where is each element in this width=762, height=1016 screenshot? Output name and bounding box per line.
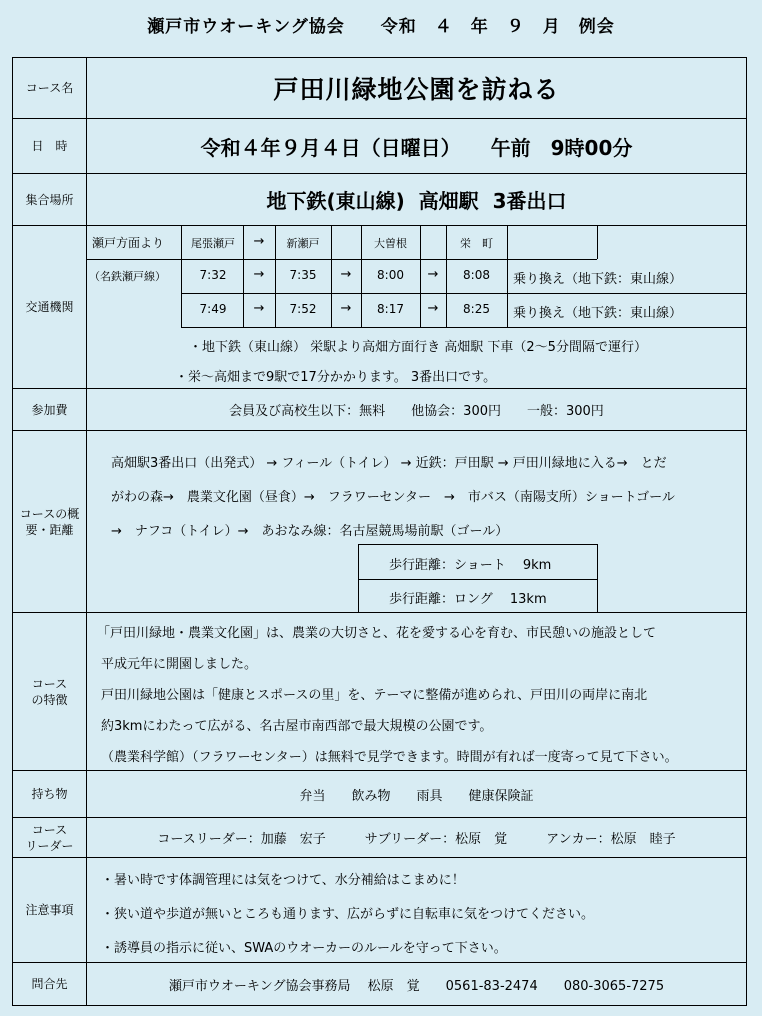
row-course xyxy=(13,58,746,119)
arrow-icon: → xyxy=(253,267,265,282)
time-owariseto-1: 7:32 xyxy=(199,268,227,282)
features-content xyxy=(87,613,746,770)
grid-line xyxy=(181,226,182,327)
row-fee xyxy=(13,389,746,431)
row-meeting xyxy=(13,174,746,226)
arrow-icon: → xyxy=(340,267,352,282)
time-ozone-2: 8:17 xyxy=(377,302,404,316)
items-to-bring: 弁当 飲み物 雨具 健康保険証 xyxy=(299,788,534,804)
row-outline xyxy=(13,431,746,613)
distance-box xyxy=(358,544,598,613)
event-datetime: 令和４年９月４日（日曜日） 午前 9時00分 xyxy=(200,135,633,160)
arrow-icon: → xyxy=(253,301,265,316)
station-owariseto: 尾張瀬戸 xyxy=(191,237,235,250)
label-notes: 注意事項 xyxy=(13,858,87,962)
feature-line-4: 約3kmにわたって広がる、名古屋市南西部で最大規模の公園です。 xyxy=(101,719,493,734)
label-outline: コースの概要・距離 xyxy=(13,431,87,612)
distance-long: 歩行距離：ロング 13km xyxy=(389,592,547,607)
note-line-3: ・誘導員の指示に従い、SWAのウオーカーのルールを守って下さい。 xyxy=(101,941,507,956)
grid-line xyxy=(181,293,746,294)
contact-info: 瀬戸市ウオーキング協会事務局 松原 覚 0561-83-2474 080-3065-7275 xyxy=(168,978,665,994)
page-header: 瀬戸市ウオーキング協会 令和 ４ 年 ９ 月 例会 xyxy=(147,17,615,37)
course-leaders: コースリーダー：加藤 宏子 サブリーダー：松原 覚 アンカー：松原 睦子 xyxy=(157,832,676,847)
outline-line-1: 高畑駅3番出口（出発式） → フィール（トイレ） → 近鉄：戸田駅 → 戸田川緑地に入る→ とだ xyxy=(111,456,667,471)
label-datetime: 日 時 xyxy=(13,119,87,173)
transport-note-1: ・地下鉄（東山線） 栄駅より高畑方面行き 高畑駅 下車（2～5分間隔で運行） xyxy=(189,340,647,355)
feature-line-5: （農業科学館）（フラワーセンター）は無料で見学できます。時間が有れば一度寄って見て下さい。 xyxy=(101,750,678,765)
grid-line xyxy=(87,259,597,260)
transport-note-2: ・栄～高畑まで9駅で17分かかります。 3番出口です。 xyxy=(175,370,497,385)
row-contact xyxy=(13,963,746,1005)
row-features xyxy=(13,613,746,771)
course-name: 戸田川緑地公園を訪ねる xyxy=(273,75,560,104)
label-features: コース の特徴 xyxy=(13,613,87,770)
transport-content xyxy=(87,226,746,388)
label-course: コース名 xyxy=(13,58,87,118)
time-sakae-1: 8:08 xyxy=(463,268,490,282)
note-line-1: ・暑い時です体調管理には気をつけて、水分補給はこまめに！ xyxy=(101,873,465,888)
label-items: 持ち物 xyxy=(13,771,87,817)
participation-fee: 会員及び高校生以下：無料 他協会：300円 一般：300円 xyxy=(229,404,604,419)
transfer-note-1: 乗り換え（地下鉄：東山線） xyxy=(513,272,683,287)
feature-line-2: 平成元年に開園しました。 xyxy=(101,657,258,672)
label-transport: 交通機関 xyxy=(13,226,87,388)
station-shinseto: 新瀬戸 xyxy=(286,237,320,250)
time-shinseto-1: 7:35 xyxy=(289,268,317,282)
label-contact: 問合先 xyxy=(13,963,87,1005)
time-owariseto-2: 7:49 xyxy=(199,302,227,316)
notes-content xyxy=(87,858,746,962)
label-fee: 参加費 xyxy=(13,389,87,430)
meeting-place: 地下鉄(東山線) 高畑駅 3番出口 xyxy=(266,189,567,213)
arrow-icon: → xyxy=(427,267,439,282)
outline-content xyxy=(87,431,746,612)
outline-line-2: がわの森→ 農業文化園（昼食）→ フラワーセンター → 市バス（南陽支所）ショートゴール xyxy=(111,490,675,505)
grid-line xyxy=(746,259,747,327)
transport-line: （名鉄瀬戸線） xyxy=(89,270,166,283)
arrow-icon: → xyxy=(340,301,352,316)
row-notes xyxy=(13,858,746,963)
event-table xyxy=(12,57,747,1006)
feature-line-1: 「戸田川緑地・農業文化園」は、農業の大切さと、花を愛する心を育む、市民憩いの施設として xyxy=(97,626,657,641)
station-ozone: 大曽根 xyxy=(374,237,407,250)
station-sakae: 栄 町 xyxy=(460,237,493,250)
transfer-note-2: 乗り換え（地下鉄：東山線） xyxy=(513,306,683,321)
arrow-icon: → xyxy=(427,301,439,316)
time-sakae-2: 8:25 xyxy=(463,302,490,316)
row-items xyxy=(13,771,746,818)
note-line-2: ・狭い道や歩道が無いところも通ります、広がらずに自転車に気をつけてください。 xyxy=(101,907,594,922)
label-meeting: 集合場所 xyxy=(13,174,87,225)
time-ozone-1: 8:00 xyxy=(377,268,404,282)
feature-line-3: 戸田川緑地公園は「健康とスポースの里」を、テーマに整備が進められ、戸田川の両岸に南北 xyxy=(101,688,648,703)
transport-origin: 瀬戸方面より xyxy=(92,236,165,250)
time-shinseto-2: 7:52 xyxy=(289,302,317,316)
distance-short: 歩行距離：ショート 9km xyxy=(389,558,552,573)
label-leaders: コース リーダー xyxy=(13,818,87,857)
grid-line xyxy=(181,327,746,328)
grid-line xyxy=(597,226,598,259)
arrow-icon: → xyxy=(253,234,265,249)
row-transport xyxy=(13,226,746,389)
row-datetime xyxy=(13,119,746,174)
outline-line-3: → ナフコ（トイレ）→ あおなみ線：名古屋競馬場前駅（ゴール） xyxy=(111,524,509,539)
grid-line xyxy=(359,579,597,580)
grid-line xyxy=(507,226,508,327)
row-leaders xyxy=(13,818,746,858)
